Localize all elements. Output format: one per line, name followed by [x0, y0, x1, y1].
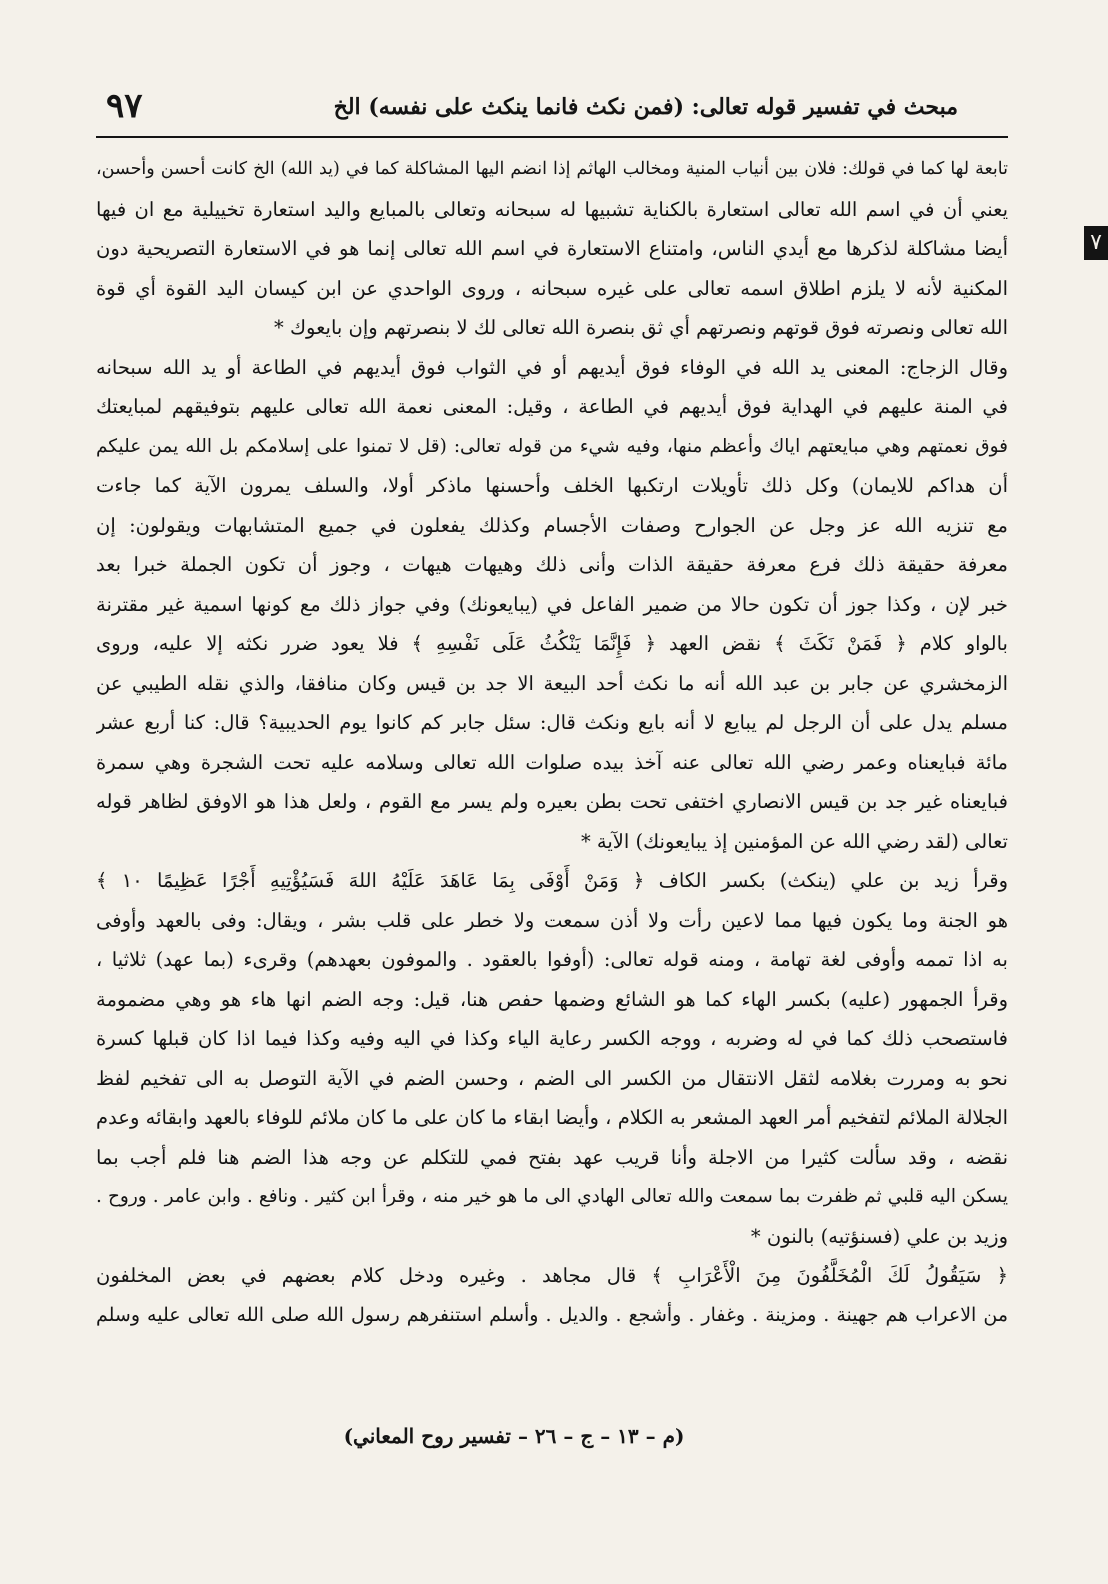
text-line: ﴿ سَيَقُولُ لَكَ الْمُخَلَّفُونَ مِنَ الْأَعْرَابِ ﴾ قال مجاهد . وغيره ودخل كلام بعضهم في بعض المخلفون	[96, 1264, 1008, 1287]
text-line: وقرأ الجمهور (عليه) بكسر الهاء كما هو الشائع وضمها حفص هنا، قيل: وجه الضم انها هاء هو وهي مضمومة	[96, 987, 1008, 1011]
text-line: فوق نعمتهم وهي مبايعتهم اياك وأعظم منها، وفيه شيء من قوله تعالى: (قل لا تمنوا على إسلامكم بل الله يمن عليكم	[96, 435, 1008, 457]
text-line: أن هداكم للايمان) وكل ذلك تأويلات ارتكبها الخلف وأحسنها ماذكر أولا، والسلف يمرون الآية كما جاءت	[96, 474, 1008, 497]
text-line: فاستصحب ذلك كما في له وضربه ، ووجه الكسر رعاية الياء وكذا في اليه وفيه وكذا فيما اذا كان قبلها كسرة	[96, 1027, 1008, 1050]
text-line: الزمخشري عن جابر بن عبد الله أنه ما نكث أحد البيعة الا جد بن قيس وكان منافقا، والذي نقله الطيبي عن	[96, 671, 1008, 695]
text-line: الله تعالى ونصرته فوق قوتهم ونصرتهم أي ثق بنصرة الله تعالى لك لا بنصرتهم وإن بايعوك *	[274, 316, 1008, 339]
page-number: ٩٧	[106, 86, 143, 126]
text-line: به اذا تممه وأوفى لغة تهامة ، ومنه قوله تعالى: (أوفوا بالعقود . والموفون بعهدهم) وقرىء (بما عهد) ثلاثيا ،	[96, 948, 1008, 971]
text-line: في المنة عليهم في الهداية فوق أيديهم في الطاعة ، وقيل: المعنى نعمة الله تعالى عليهم بتوفيقهم لمبايعتك	[96, 395, 1008, 418]
text-line: نقضه ، وقد سألت كثيرا من الاجلة وأنا قريب عهد بفتح فمي للتكلم عن وجه هذا الضم هنا فلم أجب بما	[96, 1145, 1008, 1169]
text-line: هو الجنة وما يكون فيها مما لاعين رأت ولا أذن سمعت ولا خطر على قلب بشر ، ويقال: وفى بالعهد وأوفى	[96, 908, 1008, 932]
margin-marker: ٧	[1084, 226, 1108, 260]
text-line: مسلم يدل على أن الرجل لم يبايع لا أنه بايع ونكث قال: سئل جابر كم كانوا يوم الحديبية؟ قال: كنا أربع عشر	[96, 711, 1008, 734]
text-line: الجلالة الملائم لتفخيم أمر العهد المشعر به الكلام ، وأيضا ابقاء ما كان على ما كان ملائم للوفاء بالعهد وابقائه وعدم	[96, 1106, 1008, 1129]
text-line: من الاعراب هم جهينة . ومزينة . وغفار . وأشجع . والديل . وأسلم استنفرهم رسول الله صلى الله تعالى عليه وسلم	[96, 1303, 1008, 1326]
text-line: تابعة لها كما في قولك: فلان بين أنياب المنية ومخالب الهاثم إذا انضم اليها المشاكلة كما في (يد الله) الخ كانت أحسن وأحسن،	[96, 159, 1008, 179]
main-text	[96, 150, 1008, 1335]
text-line: تعالى (لقد رضي الله عن المؤمنين إذ يبايعونك) الآية *	[580, 829, 1008, 853]
text-line: فبايعناه غير جد بن قيس الانصاري اختفى تحت بطن بعيره ولم يسر مع القوم ، ولعل هذا هو الاوفق لظاهر قوله	[96, 790, 1008, 813]
running-header	[96, 86, 1008, 138]
text-line: يسكن اليه قلبي ثم ظفرت بما سمعت والله تعالى الهادي الى ما هو خير منه ، وقرأ ابن كثير . ونافع . وابن عامر . وروح .	[96, 1186, 1008, 1207]
text-line: المكنية لأنه لا يلزم اطلاق اسمه تعالى على غيره سبحانه ، وروى الواحدي عن ابن كيسان اليد القوة أي قوة	[96, 276, 1008, 300]
text-line: وقرأ زيد بن علي (ينكث) بكسر الكاف ﴿ وَمَنْ أَوْفَى بِمَا عَاهَدَ عَلَيْهُ اللهَ فَسَيُؤْتِيهِ أَجْرًا عَظِيمًا ١٠ ﴾	[96, 869, 1008, 892]
text-line: معرفة حقيقة ذلك فرع معرفة حقيقة الذات وأنى ذلك وهيهات هيهات ، وجوز أن تكون الجملة خبرا بعد	[96, 553, 1008, 576]
text-line: خبر لإن ، وكذا جوز أن تكون حالا من ضمير الفاعل في (يبايعونك) وفي جواز ذلك مع كونها اسمية غير مقترنة	[96, 592, 1008, 616]
text-line: أيضا مشاكلة لذكرها مع أيدي الناس، وامتناع الاستعارة في اسم الله تعالى إنما هو في الاستعارة التصريحية دون	[96, 237, 1008, 260]
text-line: نحو به ومررت بغلامه لثقل الانتقال من الكسر الى الضم ، وحسن الضم في الآية التوصل به الى تفخيم لفظ	[96, 1066, 1008, 1090]
text-line: وقال الزجاج: المعنى يد الله في الوفاء فوق أيديهم أو في الثواب فوق أيديهم في الطاعة أو يد الله سبحانه	[96, 355, 1008, 379]
text-line: بالواو كلام ﴿ فَمَنْ نَكَثَ ﴾ نقض العهد ﴿ فَإِنَّمَا يَنْكُثُ عَلَى نَفْسِهِ ﴾ فلا يعود ضرر نكثه إلا عليه، وروى	[96, 632, 1008, 655]
text-line: يعني أن في اسم الله تعالى استعارة بالكناية تشبيها له سبحانه وتعالى بالمبايع واليد استعارة تخييلية مع ان فيها	[96, 197, 1008, 221]
text-line: مع تنزيه الله عز وجل عن الجوارح وصفات الأجسام وكذلك يفعلون في جميع المتشابهات ويقولون: إن	[96, 513, 1008, 537]
header-title: مبحث في تفسير قوله تعالى: (فمن نكث فانما ينكث على نفسه) الخ	[333, 94, 958, 120]
footer-signature: (م – ١٣ – ج – ٢٦ – تفسير روح المعاني)	[343, 1424, 685, 1448]
text-line: مائة فبايعناه وعمر رضي الله تعالى عنه آخذ بيده صلوات الله تعالى وسلامه عليه تحت الشجرة وهي سمرة	[96, 750, 1008, 774]
text-line: وزيد بن علي (فسنؤتيه) بالنون *	[750, 1224, 1008, 1248]
